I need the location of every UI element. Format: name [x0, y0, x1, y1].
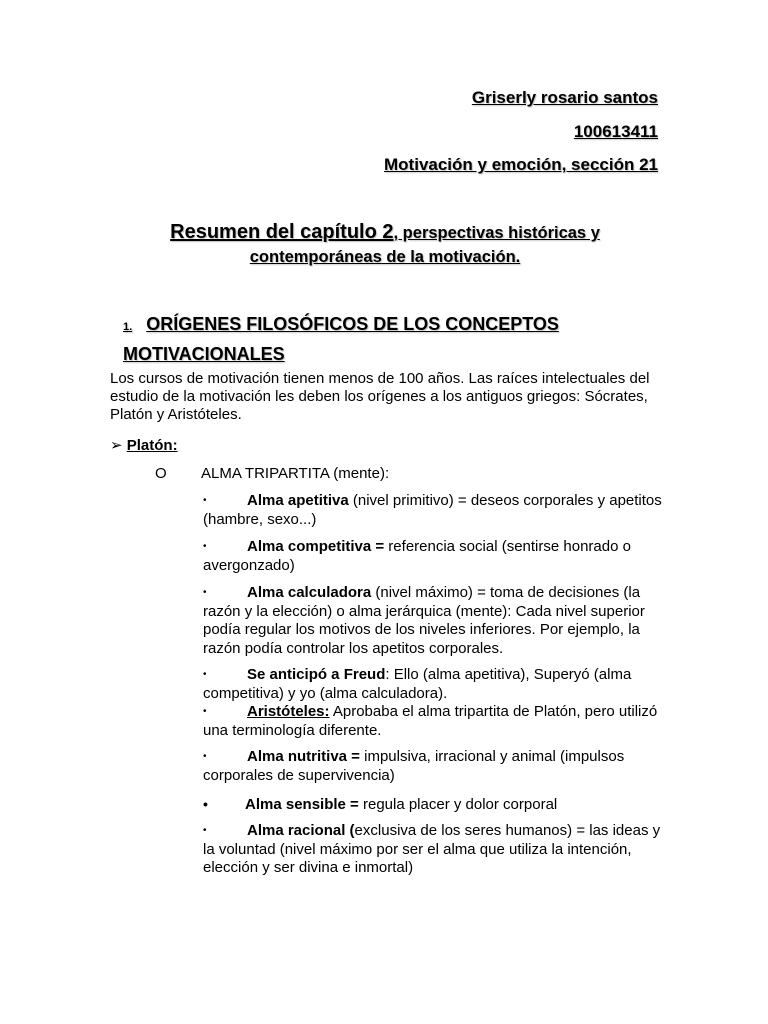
item-term: Alma competitiva =	[247, 538, 385, 555]
document-title-line1	[80, 221, 690, 244]
list-item	[203, 703, 663, 740]
item-text: : Ello (alma apetitiva), Superyó (alma competitiva) y yo (alma calculadora).	[203, 666, 632, 702]
bullet-icon: •	[203, 495, 207, 506]
bullet-icon: •	[203, 541, 207, 552]
list-item	[203, 748, 663, 785]
title-part2: , perspectivas históricas y	[393, 224, 600, 242]
title-line2-a: contemporáneas	[249, 248, 382, 266]
list-item	[203, 795, 663, 815]
course-name: Motivación y emoción, sección 21	[384, 155, 658, 174]
bullet-icon: •	[203, 706, 207, 717]
list-item	[203, 492, 663, 529]
sub-heading-label: ALMA TRIPARTITA (mente):	[201, 465, 390, 482]
item-term: Alma sensible =	[245, 796, 359, 813]
list-item	[203, 538, 663, 575]
bullet-icon: •	[203, 669, 207, 680]
item-term: Aristóteles:	[247, 703, 330, 720]
item-term: Se anticipó a Freud	[247, 666, 386, 683]
arrow-bullet-icon: ➢	[110, 437, 123, 454]
bullet-icon: •	[203, 587, 207, 598]
item-text: (nivel primitivo) = deseos corporales y apetitos (hambre, sexo...)	[203, 492, 662, 528]
item-term: Alma racional (	[247, 822, 355, 839]
list-item	[203, 666, 663, 703]
intro-paragraph: Los cursos de motivación tienen menos de 100 años. Las raíces intelectuales del estudio de la motivación les deben los orígenes a los antiguos griegos: Sócrates, Platón y Aristóteles.	[110, 370, 650, 423]
section-number: 1.	[123, 321, 133, 333]
item-text: referencia social (sentirse honrado o avergonzado)	[203, 538, 631, 574]
section-heading	[123, 313, 559, 366]
sub-marker: O	[155, 465, 167, 482]
bullet-icon: •	[203, 751, 207, 762]
item-text: exclusiva de los seres humanos) = las ideas y la voluntad (nivel máximo por ser el alma que utiliza la intención, elección y ser divina e inmortal)	[203, 822, 661, 876]
title-line2-b: de la motivación.	[381, 248, 521, 266]
item-text: impulsiva, irracional y animal (impulsos corporales de supervivencia)	[203, 748, 625, 784]
item-term: Alma apetitiva	[247, 492, 349, 509]
item-term: Alma nutritiva =	[247, 748, 360, 765]
item-text: Aprobaba el alma tripartita de Platón, pero utilizó una terminología diferente.	[203, 703, 658, 739]
platon-label: Platón:	[126, 437, 178, 454]
item-text: regula placer y dolor corporal	[358, 796, 558, 813]
item-text: (nivel máximo) = toma de decisiones (la razón y la elección) o alma jerárquica (mente): Cada nivel superior podía regular los motivos de los niveles inferiores. Por ejemplo, la razón podía controlar los apetitos corporales.	[203, 584, 645, 657]
list-item	[203, 584, 663, 658]
bullet-icon: •	[203, 796, 208, 812]
title-part1: Resumen del capítulo 2	[170, 221, 394, 243]
section-heading-line2: MOTIVACIONALES	[123, 344, 285, 364]
item-term: Alma calculadora	[247, 584, 372, 601]
list-item	[203, 822, 663, 878]
section-heading-line1: ORÍGENES FILOSÓFICOS DE LOS CONCEPTOS	[146, 314, 559, 334]
platon-heading	[110, 437, 178, 455]
student-id: 100613411	[573, 122, 658, 141]
author-name: Griserly rosario santos	[471, 88, 658, 107]
document-title-line2	[80, 248, 690, 267]
bullet-icon: •	[203, 825, 207, 836]
sub-heading	[155, 465, 389, 483]
